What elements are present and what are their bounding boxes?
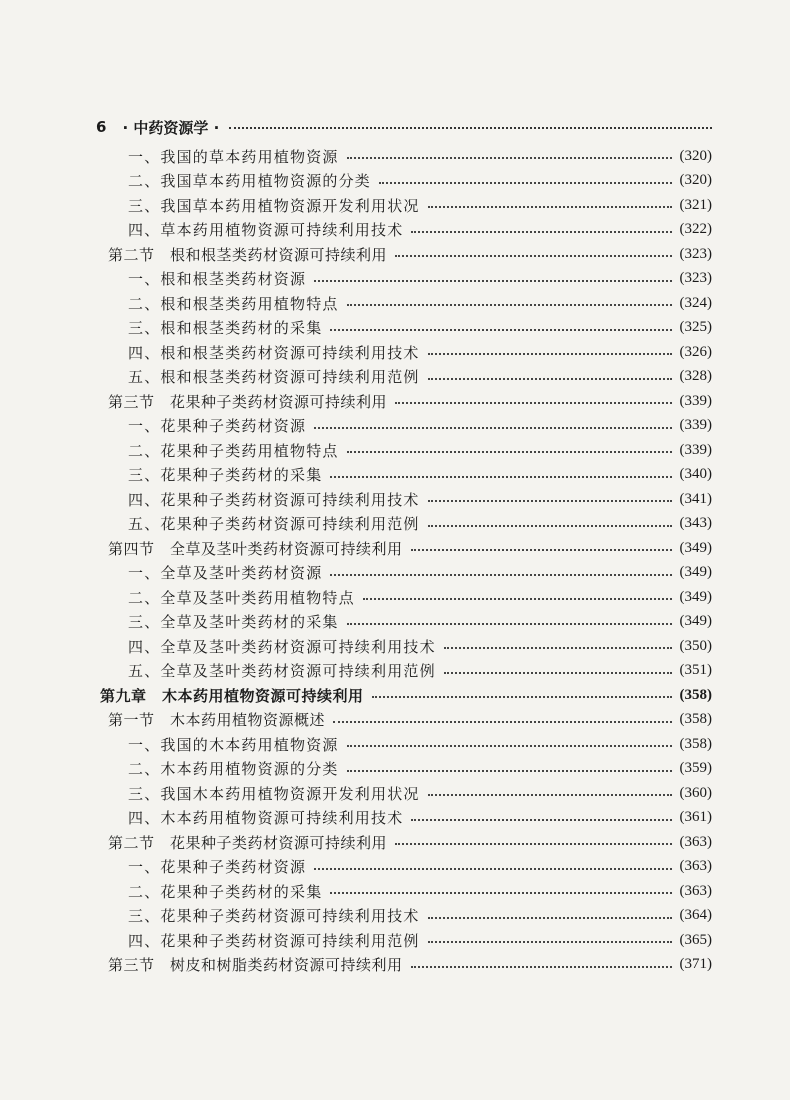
toc-page-number: (363): [679, 882, 712, 899]
dot-leader: [444, 672, 672, 674]
toc-page-number: (361): [679, 809, 712, 825]
toc-entry-title: 五、全草及茎叶类药材资源可持续利用范例: [128, 662, 436, 680]
toc-page-number: (341): [679, 490, 712, 507]
toc-item: [128, 487, 712, 511]
toc-page-number: (350): [679, 637, 712, 654]
toc-entry-title: 第三节 花果种子类药材资源可持续利用: [108, 392, 388, 411]
header-rule: [229, 127, 712, 129]
dot-leader: [330, 892, 671, 894]
dot-leader: [314, 280, 671, 282]
dot-leader: [395, 255, 671, 257]
dot-leader: [347, 770, 672, 772]
toc-page-number: (349): [679, 613, 712, 629]
dot-leader: [330, 476, 671, 478]
toc-item: [128, 169, 712, 193]
toc-entry-title: 二、花果种子类药用植物特点: [128, 441, 339, 460]
toc-entry-title: 五、根和根茎类药材资源可持续利用范例: [128, 368, 420, 386]
toc-page-number: (360): [679, 784, 712, 801]
toc-item: [128, 659, 712, 683]
toc-entry-title: 三、我国草本药用植物资源开发利用状况: [128, 196, 420, 215]
book-title: · 中药资源学 ·: [122, 118, 220, 137]
dot-leader: [428, 353, 672, 355]
dot-leader: [347, 304, 672, 306]
dot-leader: [444, 647, 672, 649]
toc-entry-title: 三、花果种子类药材资源可持续利用技术: [128, 907, 420, 925]
dot-leader: [314, 427, 671, 429]
toc-page-number: (349): [679, 539, 712, 556]
toc-entry-title: 第二节 根和根茎类药材资源可持续利用: [108, 245, 388, 264]
toc-entry-title: 第三节 树皮和树脂类药材资源可持续利用: [108, 956, 403, 974]
toc-entry-title: 四、根和根茎类药材资源可持续利用技术: [128, 343, 420, 362]
toc-page-number: (358): [679, 735, 712, 752]
dot-leader: [395, 402, 671, 404]
toc-entry-title: 五、花果种子类药材资源可持续利用范例: [128, 515, 420, 533]
toc-entry-title: 四、木本药用植物资源可持续利用技术: [128, 809, 404, 827]
toc-page-number: (339): [679, 392, 712, 409]
dot-leader: [379, 182, 671, 184]
toc-item: [128, 806, 712, 830]
toc-page-number: (349): [679, 564, 712, 580]
toc-item: [128, 218, 712, 242]
toc-entry-title: 三、根和根茎类药材的采集: [128, 319, 323, 337]
toc-item: [128, 291, 712, 315]
dot-leader: [428, 525, 672, 527]
toc-item: [128, 757, 712, 781]
toc-page-number: (326): [679, 343, 712, 360]
toc-item: [128, 438, 712, 462]
toc-page-number: (339): [679, 441, 712, 458]
toc-item: [128, 879, 712, 903]
dot-leader: [411, 549, 672, 551]
toc-page-number: (328): [679, 368, 712, 384]
toc-item: [128, 512, 712, 536]
toc-page-number: (363): [679, 833, 712, 850]
toc-entry-title: 二、木本药用植物资源的分类: [128, 760, 339, 778]
toc-page-number: (358): [679, 686, 712, 703]
toc-item: [128, 585, 712, 609]
dot-leader: [314, 868, 671, 870]
toc-page-number: (323): [679, 245, 712, 262]
toc-page-number: (325): [679, 319, 712, 335]
toc-section: [108, 242, 712, 266]
toc-page-number: (349): [679, 588, 712, 605]
toc-section: [108, 830, 712, 854]
toc-page-number: (339): [679, 417, 712, 433]
toc-section: [108, 953, 712, 977]
toc-section: [108, 708, 712, 732]
toc-item: [128, 781, 712, 805]
toc-page-number: (320): [679, 147, 712, 164]
toc-entry-title: 第一节 木本药用植物资源概述: [108, 711, 326, 729]
toc-page-number: (359): [679, 760, 712, 776]
toc-entry-title: 二、花果种子类药材的采集: [128, 882, 323, 901]
toc-page-number: (371): [679, 956, 712, 972]
toc-entry-title: 第九章 木本药用植物资源可持续利用: [100, 686, 364, 705]
toc-chapter: [100, 683, 712, 707]
toc-page-number: (343): [679, 515, 712, 531]
toc-page-number: (363): [679, 858, 712, 874]
toc-page-number: (321): [679, 196, 712, 213]
toc-item: [128, 855, 712, 879]
toc-page-number: (358): [679, 711, 712, 727]
toc-entry-title: 三、全草及茎叶类药材的采集: [128, 613, 339, 631]
dot-leader: [363, 598, 672, 600]
toc-entry-title: 二、根和根茎类药用植物特点: [128, 294, 339, 313]
page-header: [96, 116, 712, 138]
toc-entry-title: 第四节 全草及茎叶类药材资源可持续利用: [108, 539, 403, 558]
toc-page-number: (323): [679, 270, 712, 286]
dot-leader: [347, 451, 672, 453]
toc-entry-title: 一、我国的木本药用植物资源: [128, 735, 339, 754]
dot-leader: [428, 917, 672, 919]
toc-item: [128, 561, 712, 585]
dot-leader: [411, 231, 671, 233]
toc-page-number: (322): [679, 221, 712, 237]
toc-entry-title: 一、我国的草本药用植物资源: [128, 147, 339, 166]
dot-leader: [347, 745, 672, 747]
toc-entry-title: 第二节 花果种子类药材资源可持续利用: [108, 833, 388, 852]
dot-leader: [372, 696, 672, 698]
toc-item: [128, 904, 712, 928]
toc-item: [128, 634, 712, 658]
dot-leader: [333, 721, 671, 723]
toc-entry-title: 四、草本药用植物资源可持续利用技术: [128, 221, 404, 239]
toc-entry-title: 四、花果种子类药材资源可持续利用技术: [128, 490, 420, 509]
dot-leader: [428, 378, 672, 380]
toc-page-number: (365): [679, 931, 712, 948]
toc-item: [128, 414, 712, 438]
dot-leader: [395, 843, 671, 845]
toc-page-number: (364): [679, 907, 712, 923]
page-number: 6: [96, 118, 107, 136]
toc-entry-title: 三、我国木本药用植物资源开发利用状况: [128, 784, 420, 803]
toc-item: [128, 316, 712, 340]
toc-item: [128, 340, 712, 364]
dot-leader: [330, 574, 671, 576]
dot-leader: [428, 500, 672, 502]
toc-entry-title: 一、花果种子类药材资源: [128, 858, 307, 876]
dot-leader: [330, 329, 671, 331]
toc-item: [128, 193, 712, 217]
toc-item: [128, 610, 712, 634]
dot-leader: [411, 819, 671, 821]
toc-entry-title: 一、根和根茎类药材资源: [128, 270, 307, 288]
dot-leader: [428, 941, 672, 943]
dot-leader: [347, 623, 672, 625]
toc-item: [128, 928, 712, 952]
toc-entry-title: 四、花果种子类药材资源可持续利用范例: [128, 931, 420, 950]
dot-leader: [411, 966, 672, 968]
toc-entry-title: 一、花果种子类药材资源: [128, 417, 307, 435]
toc-item: [128, 144, 712, 168]
toc-entry-title: 三、花果种子类药材的采集: [128, 466, 323, 484]
dot-leader: [428, 794, 672, 796]
toc-entry-title: 二、我国草本药用植物资源的分类: [128, 172, 372, 190]
toc-section: [108, 536, 712, 560]
toc-item: [128, 267, 712, 291]
toc-entry-title: 二、全草及茎叶类药用植物特点: [128, 588, 355, 607]
toc-page-number: (351): [679, 662, 712, 678]
toc-page-number: (324): [679, 294, 712, 311]
toc-entry-title: 一、全草及茎叶类药材资源: [128, 564, 323, 582]
toc-entry-title: 四、全草及茎叶类药材资源可持续利用技术: [128, 637, 436, 656]
dot-leader: [347, 157, 672, 159]
dot-leader: [428, 206, 672, 208]
toc-page-number: (320): [679, 172, 712, 188]
toc-page-number: (340): [679, 466, 712, 482]
toc-item: [128, 732, 712, 756]
toc-item: [128, 463, 712, 487]
toc-section: [108, 389, 712, 413]
toc-item: [128, 365, 712, 389]
